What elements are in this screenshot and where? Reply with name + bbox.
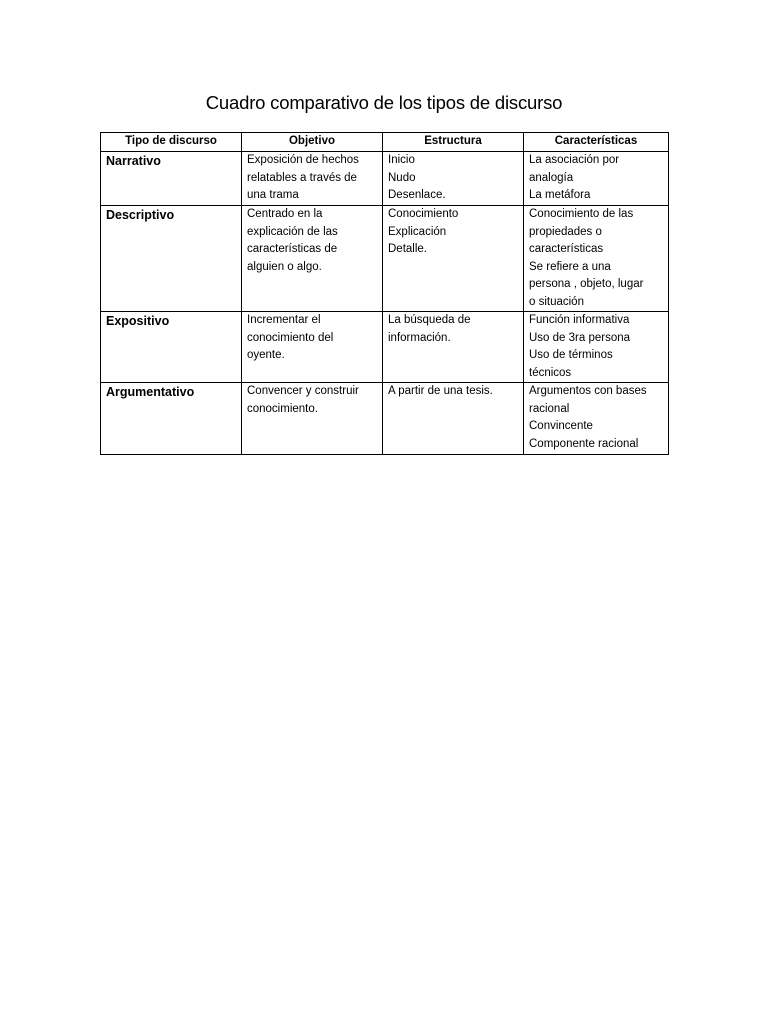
caracteristicas-cell xyxy=(524,152,669,206)
header-caracteristicas: Características xyxy=(524,133,669,152)
cell-line: características de xyxy=(247,243,338,255)
cell-line: Convencer y construir xyxy=(247,385,359,397)
cell-line: explicación de las xyxy=(247,225,338,238)
objetivo-cell xyxy=(242,152,383,206)
cell-line: analogía xyxy=(529,171,574,184)
comparison-table xyxy=(100,132,669,455)
estructura-cell xyxy=(383,206,524,312)
header-tipo: Tipo de discurso xyxy=(101,133,242,152)
header-estructura: Estructura xyxy=(383,133,524,152)
cell-line: Uso de términos xyxy=(529,349,613,361)
row-label-narrativo: Narrativo xyxy=(101,152,242,206)
table-row xyxy=(101,312,669,383)
cell-line: técnicos xyxy=(529,366,572,379)
cell-line: Explicación xyxy=(388,225,447,238)
table-header-row xyxy=(101,133,669,152)
cell-line: información. xyxy=(388,331,451,344)
estructura-cell xyxy=(383,383,524,455)
cell-line: La metáfora xyxy=(529,189,591,201)
cell-line: La búsqueda de xyxy=(388,314,471,326)
cell-line: oyente. xyxy=(247,349,285,361)
cell-line: Desenlace. xyxy=(388,189,446,201)
cell-line: Convincente xyxy=(529,420,593,432)
cell-line: Argumentos con bases xyxy=(529,385,647,397)
cell-line: racional xyxy=(529,402,570,415)
cell-line: Se refiere a una xyxy=(529,260,611,273)
cell-line: persona , objeto, lugar xyxy=(529,278,644,290)
table-row xyxy=(101,152,669,206)
objetivo-cell xyxy=(242,312,383,383)
cell-line: características xyxy=(529,243,604,255)
cell-line: La asociación por xyxy=(529,154,620,166)
caracteristicas-cell xyxy=(524,312,669,383)
cell-line: Centrado en la xyxy=(247,208,323,220)
cell-line: Uso de 3ra persona xyxy=(529,331,631,344)
cell-line: Conocimiento de las xyxy=(529,208,634,220)
cell-line: relatables a través de xyxy=(247,171,357,184)
cell-line: Incrementar el xyxy=(247,314,321,326)
row-label-argumentativo: Argumentativo xyxy=(101,383,242,455)
objetivo-cell xyxy=(242,383,383,455)
cell-line: Nudo xyxy=(388,171,416,184)
row-label-descriptivo: Descriptivo xyxy=(101,206,242,312)
cell-line: Exposición de hechos xyxy=(247,154,359,166)
table-row xyxy=(101,206,669,312)
objetivo-cell xyxy=(242,206,383,312)
cell-line: una trama xyxy=(247,189,299,201)
cell-line: o situación xyxy=(529,295,584,308)
cell-line: Componente racional xyxy=(529,437,639,450)
caracteristicas-cell xyxy=(524,383,669,455)
document-title: Cuadro comparativo de los tipos de discurso xyxy=(205,92,563,113)
row-label-expositivo: Expositivo xyxy=(101,312,242,383)
estructura-cell xyxy=(383,312,524,383)
caracteristicas-cell xyxy=(524,206,669,312)
cell-line: propiedades o xyxy=(529,225,602,238)
cell-line: Función informativa xyxy=(529,314,630,326)
cell-line: conocimiento del xyxy=(247,331,334,344)
cell-line: alguien o algo. xyxy=(247,260,322,273)
cell-line: Detalle. xyxy=(388,243,427,255)
cell-line: Conocimiento xyxy=(388,208,459,220)
header-objetivo: Objetivo xyxy=(242,133,383,152)
cell-line: Inicio xyxy=(388,154,415,166)
table-row xyxy=(101,383,669,455)
estructura-cell xyxy=(383,152,524,206)
cell-line: conocimiento. xyxy=(247,402,318,415)
cell-line: A partir de una tesis. xyxy=(388,385,493,397)
